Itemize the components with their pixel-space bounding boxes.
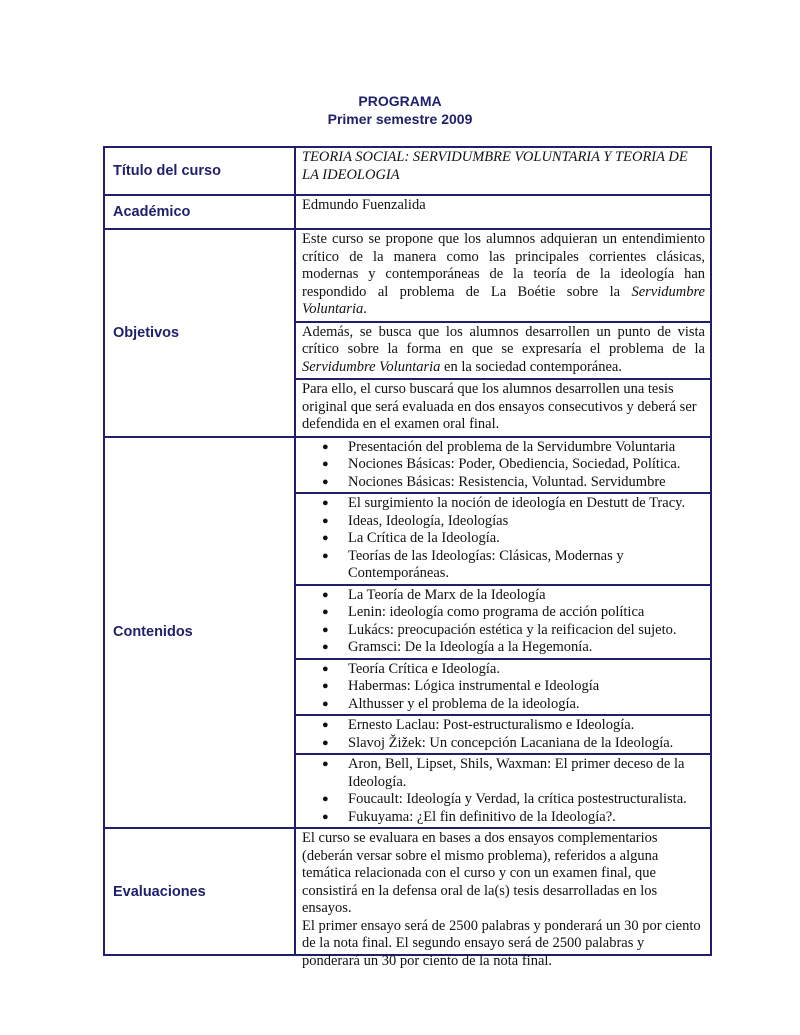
- content-item: ● Althusser y el problema de la ideología.: [348, 696, 705, 714]
- objective-paragraph: [296, 323, 710, 381]
- title-label: Título del curso: [104, 147, 295, 195]
- evaluation-paragraph: El primer ensayo será de 2500 palabras y ponderará un 30 por ciento de la nota final. El segundo ensayo será de 2500 palabras y ponderará un 30 por ciento de la nota final.: [302, 917, 701, 969]
- objective-text: Además, se busca que los alumnos desarrollen un punto de vista crítico sobre la forma en que se expresaría el problema de la: [302, 323, 705, 357]
- content-item: ● El surgimiento la noción de ideología en Destutt de Tracy.: [348, 495, 705, 513]
- content-group: [296, 755, 710, 827]
- objective-paragraph: [296, 230, 710, 323]
- objectives-label: Objetivos: [104, 229, 295, 437]
- content-item: ● Teoría Crítica e Ideología.: [348, 661, 705, 679]
- academic-label: Académico: [104, 195, 295, 229]
- row-academic: [104, 195, 711, 229]
- content-item: ● Slavoj Žižek: Un concepción Lacaniana de la Ideología.: [348, 735, 705, 753]
- content-item: ● Ernesto Laclau: Post-estructuralismo e Ideología.: [348, 717, 705, 735]
- content-item: ● Fukuyama: ¿El fin definitivo de la Ideología?.: [348, 809, 705, 827]
- content-group: [296, 716, 710, 755]
- content-item: ● Habermas: Lógica instrumental e Ideología: [348, 678, 705, 696]
- objective-text: .: [363, 301, 367, 317]
- objective-text: Este curso se propone que los alumnos adquieran un entendimiento crítico de la manera como las principales corrientes clásicas, modernas y contemporáneas de la teoría de la ideología han respondido al problema de La Boétie sobre la: [302, 231, 705, 300]
- objective-italic: Servidumbre Voluntaria: [302, 358, 441, 375]
- content-group: [296, 438, 710, 495]
- evaluation-paragraph: El curso se evaluara en bases a dos ensayos complementarios (deberán versar sobre el mismo problema), referidos a alguna temática relacionada con el curso y con un examen final, que consistirá en la defensa oral de la(s) tesis desarrolladas en los ensayos.: [302, 830, 659, 916]
- content-item: ● Lukács: preocupación estética y la reificacion del sujeto.: [348, 622, 705, 640]
- content-group: [296, 660, 710, 717]
- evaluation-text: [296, 829, 710, 969]
- content-item: ● Ideas, Ideología, Ideologías: [348, 513, 705, 531]
- contents-label: Contenidos: [104, 437, 295, 829]
- content-item: ● La Crítica de la Ideología.: [348, 530, 705, 548]
- content-item: ● Presentación del problema de la Servidumbre Voluntaria: [348, 439, 705, 457]
- objective-italic: Servidumbre Voluntaria: [302, 283, 705, 317]
- academic-name: Edmundo Fuenzalida: [302, 197, 426, 213]
- content-item: ● Aron, Bell, Lipset, Shils, Waxman: El primer deceso de la Ideología.: [348, 756, 705, 791]
- row-objectives: [104, 229, 711, 437]
- content-group: [296, 586, 710, 660]
- evaluations-label: Evaluaciones: [104, 828, 295, 955]
- row-evaluations: [104, 828, 711, 955]
- program-table: [103, 146, 712, 969]
- course-title: TEORIA SOCIAL: SERVIDUMBRE VOLUNTARIA Y TEORIA DE LA IDEOLOGIA: [302, 149, 688, 183]
- content-item: ● La Teoría de Marx de la Ideología: [348, 587, 705, 605]
- content-item: ● Foucault: Ideología y Verdad, la crítica postestructuralista.: [348, 791, 705, 809]
- content-item: ● Gramsci: De la Ideología a la Hegemonía.: [348, 639, 705, 657]
- content-item: ● Lenin: ideología como programa de acción política: [348, 604, 705, 622]
- page-title: PROGRAMA: [358, 93, 442, 109]
- objective-paragraph: Para ello, el curso buscará que los alumnos desarrollen una tesis original que será evaluada en dos ensayos consecutivos y deberá ser defendida en el examen oral final.: [302, 381, 697, 432]
- content-group: [296, 494, 710, 586]
- content-item: ● Nociones Básicas: Poder, Obediencia, Sociedad, Política.: [348, 456, 705, 474]
- page-subtitle: Primer semestre 2009: [327, 111, 473, 127]
- content-item: ● Teorías de las Ideologías: Clásicas, Modernas y Contemporáneas.: [348, 548, 705, 583]
- content-item: ● Nociones Básicas: Resistencia, Voluntad. Servidumbre: [348, 474, 705, 492]
- row-title: [104, 147, 711, 195]
- row-contents: [104, 437, 711, 829]
- objective-text: en la sociedad contemporánea.: [440, 358, 622, 375]
